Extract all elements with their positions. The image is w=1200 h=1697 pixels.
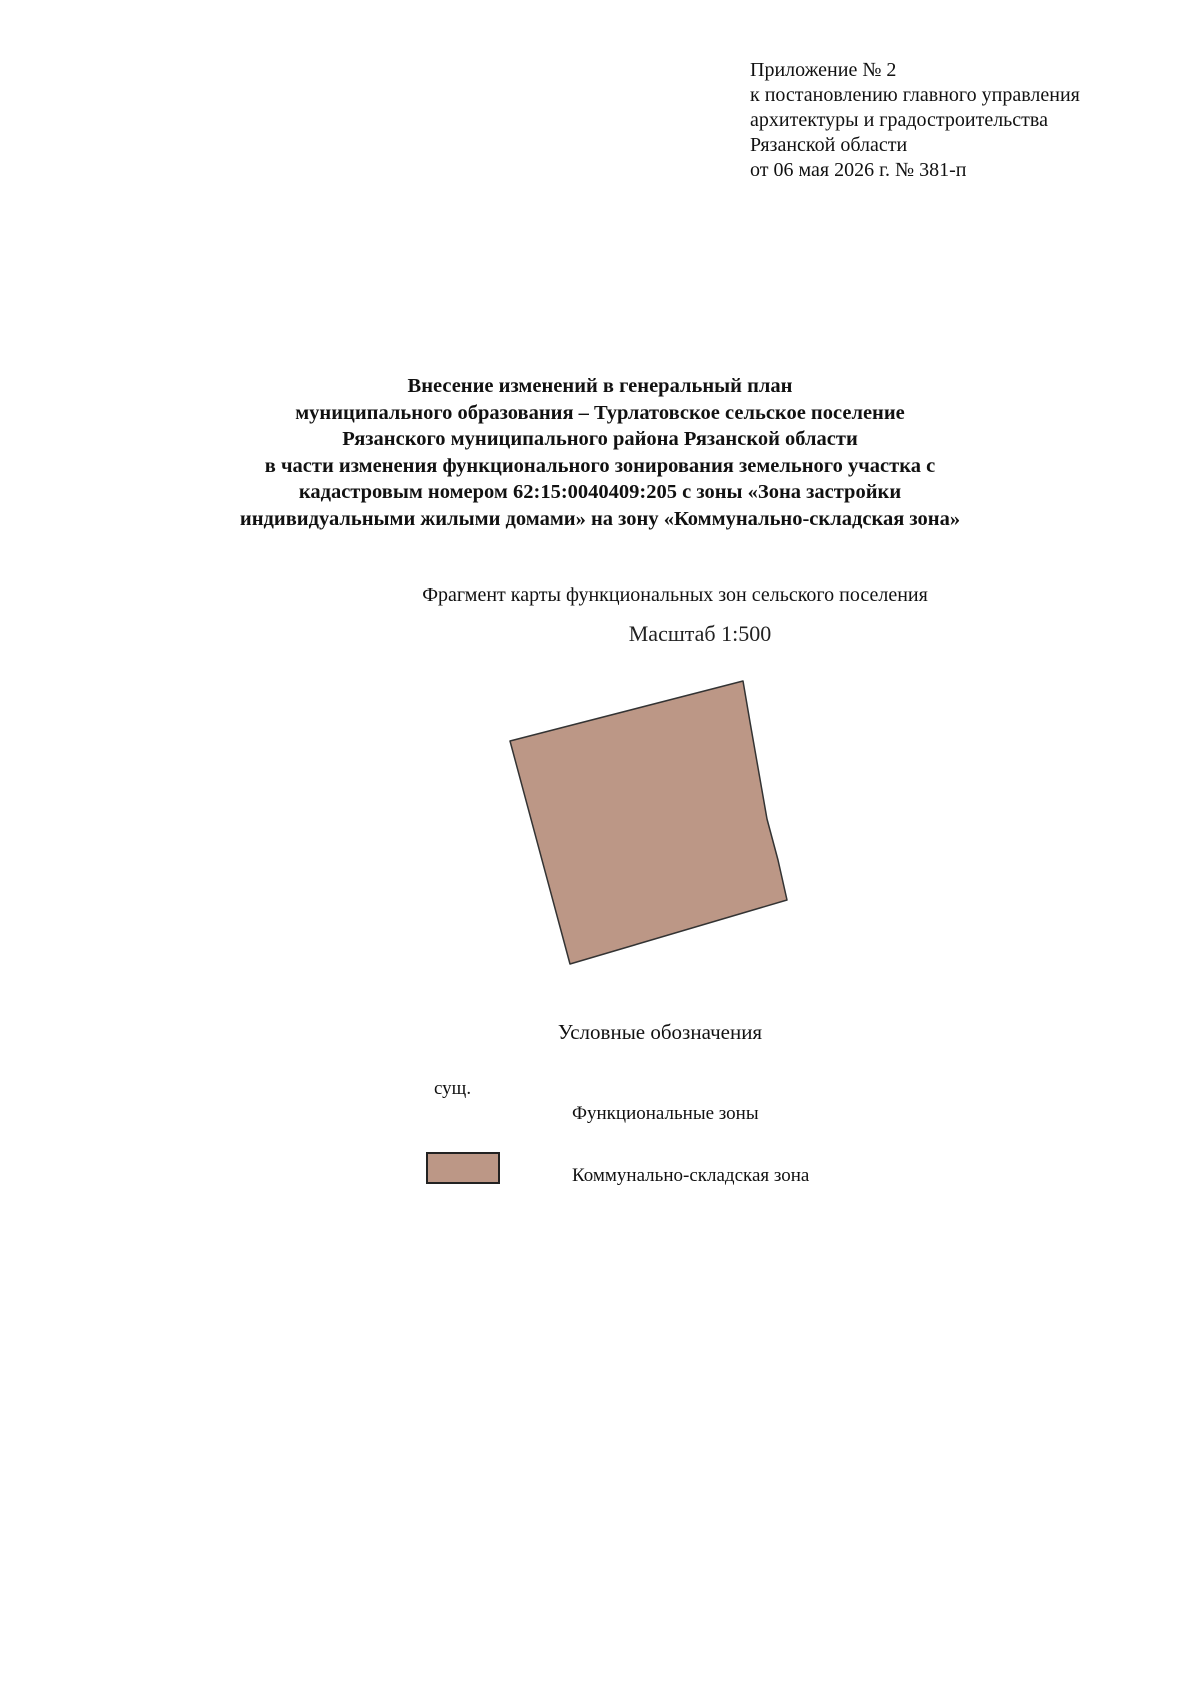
map-scale: Масштаб 1:500: [628, 621, 772, 646]
appendix-line: Рязанской области: [750, 134, 908, 156]
title-line: индивидуальными жилыми домами» на зону «Коммунально-складская зона»: [239, 507, 961, 530]
appendix-line: Приложение № 2: [750, 59, 897, 81]
legend-title: Условные обозначения: [557, 1020, 763, 1044]
legend-label-communal-zone: Коммунально-складская зона: [572, 1165, 810, 1186]
legend-swatch-communal-zone: [426, 1152, 500, 1184]
appendix-line: от 06 мая 2026 г. № 381-п: [750, 159, 967, 181]
legend-existing-label: сущ.: [434, 1078, 472, 1099]
appendix-line: к постановлению главного управления: [750, 84, 1080, 106]
title-line: Рязанского муниципального района Рязанской области: [342, 428, 858, 450]
title-line: кадастровым номером 62:15:0040409:205 с зоны «Зона застройки: [298, 481, 902, 503]
appendix-line: архитектуры и градостроительства: [750, 109, 1048, 131]
title-line: муниципального образования – Турлатовское сельское поселение: [295, 401, 905, 424]
land-plot-polygon: [510, 681, 787, 964]
legend-group-label: Функциональные зоны: [572, 1103, 759, 1124]
title-line: Внесение изменений в генеральный план: [407, 375, 793, 397]
map-caption: Фрагмент карты функциональных зон сельского поселения: [422, 584, 928, 606]
title-line: в части изменения функционального зонирования земельного участка с: [264, 454, 936, 477]
appendix-header: [750, 58, 1080, 183]
document-title: [150, 373, 1050, 532]
land-plot-map: [480, 660, 840, 990]
